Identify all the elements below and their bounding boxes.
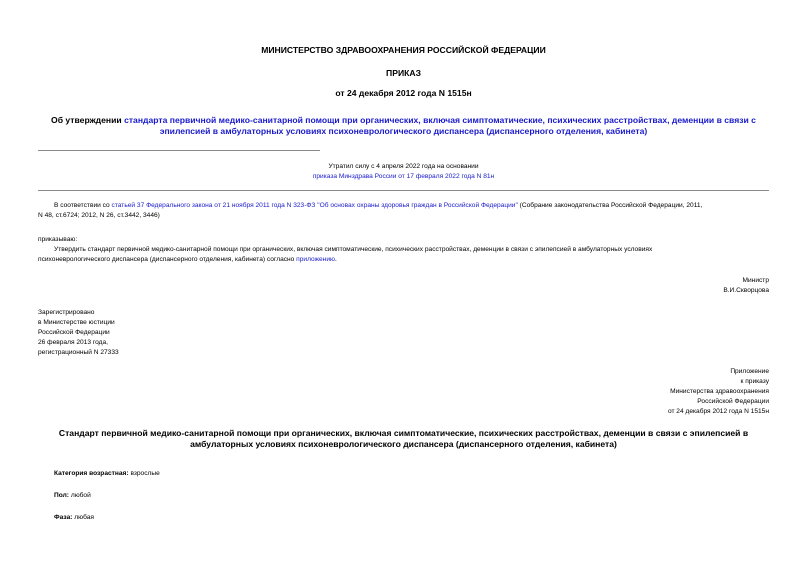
- preamble-source-2: N 48, ст.6724; 2012, N 26, ст.3442, 3446): [38, 212, 160, 219]
- status-line: Утратил силу с 4 апреля 2022 года на основании: [328, 163, 479, 170]
- title-prefix: Об утверждении: [51, 115, 125, 125]
- standard-title-line-2: амбулаторных условиях психоневрологического диспансера (диспансерного отделения, кабинета): [190, 439, 617, 449]
- title-standard-link-1[interactable]: стандарта первичной медико-санитарной помощи при органических, включая симптоматические, психических расстройствах, деменции в связи с: [124, 115, 756, 125]
- preamble-source-1: (Собрание законодательства Российской Федерации, 2011,: [517, 202, 703, 209]
- signature-block: [723, 276, 769, 296]
- registration-line-1: Зарегистрировано: [38, 309, 95, 316]
- federal-law-link[interactable]: статьей 37 Федерального закона от 21 ноября 2011 года N 323-ФЗ "Об основах охраны здоровья граждан в Российской Федерации": [111, 202, 518, 209]
- status-note: [0, 162, 807, 182]
- full-divider: [38, 190, 769, 191]
- registration-line-5: регистрационный N 27333: [38, 349, 119, 356]
- title-standard-link-2[interactable]: эпилепсией в амбулаторных условиях психоневрологического диспансера (диспансерного отделения, кабинета): [159, 126, 648, 136]
- registration-line-2: в Министерстве юстиции: [38, 319, 115, 326]
- ministry-heading: МИНИСТЕРСТВО ЗДРАВООХРАНЕНИЯ РОССИЙСКОЙ ФЕДЕРАЦИИ: [261, 45, 546, 55]
- phase-label: Фаза:: [54, 514, 73, 521]
- repeal-order-link[interactable]: приказа Минздрава России от 17 февраля 2022 года N 81н: [312, 173, 495, 180]
- age-category-value: взрослые: [130, 470, 160, 477]
- preamble-intro: В соответствии со: [54, 202, 112, 209]
- appendix-line-4: Российской Федерации: [697, 398, 769, 405]
- appendix-block: [668, 367, 769, 417]
- signature-position: Министр: [742, 277, 769, 284]
- short-divider: [38, 150, 320, 151]
- age-category-field: [54, 469, 160, 479]
- appendix-line-5: от 24 декабря 2012 года N 1515н: [667, 408, 769, 415]
- appendix-line-3: Министерства здравоохранения: [670, 388, 769, 395]
- appendix-line-1: Приложение: [730, 368, 769, 375]
- standard-title: [20, 428, 787, 450]
- standard-title-line-1: Стандарт первичной медико-санитарной помощи при органических, включая симптоматические, психических расстройствах, деменции в связи с эпилепсией в: [58, 428, 749, 438]
- appendix-link[interactable]: приложению: [296, 256, 335, 263]
- document-title: [20, 115, 787, 137]
- doc-type-heading: ПРИКАЗ: [386, 68, 421, 78]
- order-line-end: .: [334, 256, 337, 263]
- age-category-label: Категория возрастная:: [54, 470, 129, 477]
- sex-field: [54, 491, 91, 501]
- phase-field: [54, 513, 94, 523]
- registration-line-4: 26 февраля 2013 года,: [38, 339, 108, 346]
- order-text: [38, 245, 778, 265]
- order-line-2: психоневрологического диспансера (диспансерного отделения, кабинета) согласно: [38, 256, 297, 263]
- order-line-1: Утвердить стандарт первичной медико-санитарной помощи при органических, включая симптоматические, психических расстройствах, деменции в связи с эпилепсией в амбулаторных условиях: [54, 246, 653, 253]
- order-keyword: приказываю:: [38, 236, 78, 243]
- preamble: [38, 201, 778, 221]
- registration-line-3: Российской Федерации: [38, 329, 110, 336]
- date-number-heading: от 24 декабря 2012 года N 1515н: [335, 88, 472, 98]
- registration-block: [38, 308, 119, 358]
- signature-name: В.И.Скворцова: [723, 287, 769, 294]
- phase-value: любая: [74, 514, 94, 521]
- sex-label: Пол:: [54, 492, 69, 499]
- sex-value: любой: [70, 492, 91, 499]
- appendix-line-2: к приказу: [740, 378, 769, 385]
